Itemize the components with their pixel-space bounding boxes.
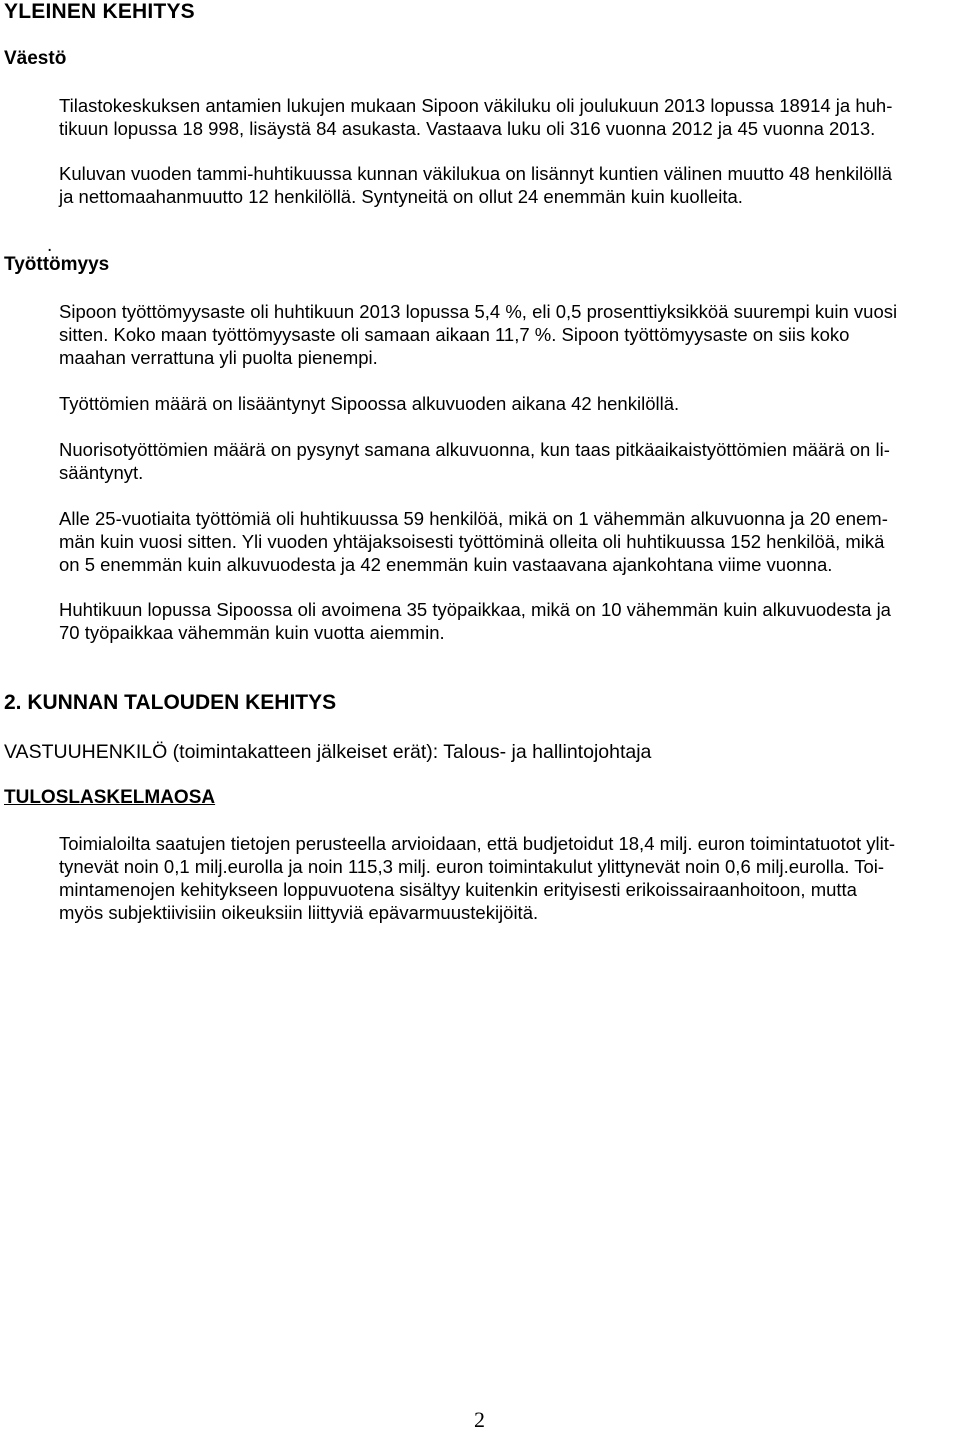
text-line: Sipoon työttömyysaste oli huhtikuun 2013 lopussa 5,4 %, eli 0,5 prosenttiyksikköä suurempi kuin vuosi	[59, 301, 898, 322]
text-line: Nuorisotyöttömien määrä on pysynyt samana alkuvuonna, kun taas pitkäaikaistyöttömien määrä on li-	[59, 439, 890, 460]
section-heading-talous: 2. KUNNAN TALOUDEN KEHITYS	[4, 691, 337, 714]
paragraph-tyottomyys-5	[59, 598, 959, 644]
text-line: 70 työpaikkaa vähemmän kuin vuotta aiemmin.	[59, 622, 445, 643]
text-line: sääntynyt.	[59, 462, 144, 483]
section-title-vaesto: Väestö	[4, 48, 67, 69]
text-line: ja nettomaahanmuutto 12 henkilöllä. Syntyneitä on ollut 24 enemmän kuin kuolleita.	[59, 186, 743, 207]
text-line: tynevät noin 0,1 milj.eurolla ja noin 115,3 milj. euron toimintakulut ylittynevät noin 0,6 milj.eurolla. Toi-	[59, 856, 885, 877]
text-line: Alle 25-vuotiaita työttömiä oli huhtikuussa 59 henkilöä, mikä on 1 vähemmän alkuvuonna ja 20 enem-	[59, 508, 888, 529]
paragraph-vaesto-2	[59, 162, 959, 208]
paragraph-tyottomyys-2	[59, 392, 959, 415]
text-line: tikuun lopussa 18 998, lisäystä 84 asukasta. Vastaava luku oli 316 vuonna 2012 ja 45 vuonna 2013.	[59, 118, 876, 139]
paragraph-tyottomyys-3	[59, 438, 959, 484]
text-line: myös subjektiivisiin oikeuksiin liittyviä epävarmuustekijöitä.	[59, 902, 539, 923]
page-heading: YLEINEN KEHITYS	[4, 0, 195, 23]
text-line: Tilastokeskuksen antamien lukujen mukaan Sipoon väkiluku oli joulukuun 2013 lopussa 18914 ja huh-	[59, 95, 893, 116]
text-line: sitten. Koko maan työttömyysaste oli samaan aikaan 11,7 %. Sipoon työttömyysaste on siis koko	[59, 324, 850, 345]
text-line: Huhtikuun lopussa Sipoossa oli avoimena 35 työpaikkaa, mikä on 10 vähemmän kuin alkuvuodesta ja	[59, 599, 891, 620]
responsible-person-line: VASTUUHENKILÖ (toimintakatteen jälkeiset erät): Talous- ja hallintojohtaja	[4, 741, 652, 763]
text-line: mintamenojen kehitykseen loppuvuotena sisältyy kuitenkin erityisesti erikoissairaanhoitoon, mutta	[59, 879, 857, 900]
text-line: maahan verrattuna yli puolta pienempi.	[59, 347, 378, 368]
text-line: Työttömien määrä on lisääntynyt Sipoossa alkuvuoden aikana 42 henkilöllä.	[59, 393, 680, 414]
subsection-heading-tuloslaskelma: TULOSLASKELMAOSA	[4, 787, 216, 808]
page-number: 2	[474, 1407, 485, 1432]
paragraph-vaesto-1	[59, 94, 959, 140]
text-line: Kuluvan vuoden tammi-huhtikuussa kunnan väkilukua on lisännyt kuntien välinen muutto 48 henkilöllä	[59, 163, 893, 184]
text-line: on 5 enemmän kuin alkuvuodesta ja 42 enemmän kuin vastaavana ajankohtana viime vuonna.	[59, 554, 833, 575]
stray-dot: .	[47, 235, 53, 256]
paragraph-tyottomyys-4	[59, 507, 959, 576]
text-line: Toimialoilta saatujen tietojen perusteella arvioidaan, että budjetoidut 18,4 milj. euron toimintatuotot ylit-	[59, 833, 896, 854]
section-title-tyottomyys: Työttömyys	[4, 254, 110, 275]
paragraph-tyottomyys-1	[59, 300, 959, 369]
text-line: män kuin vuosi sitten. Yli vuoden yhtäjaksoisesti työttöminä olleita oli huhtikuussa 152 henkilöä, mikä	[59, 531, 885, 552]
paragraph-tuloslaskelma	[59, 832, 959, 924]
